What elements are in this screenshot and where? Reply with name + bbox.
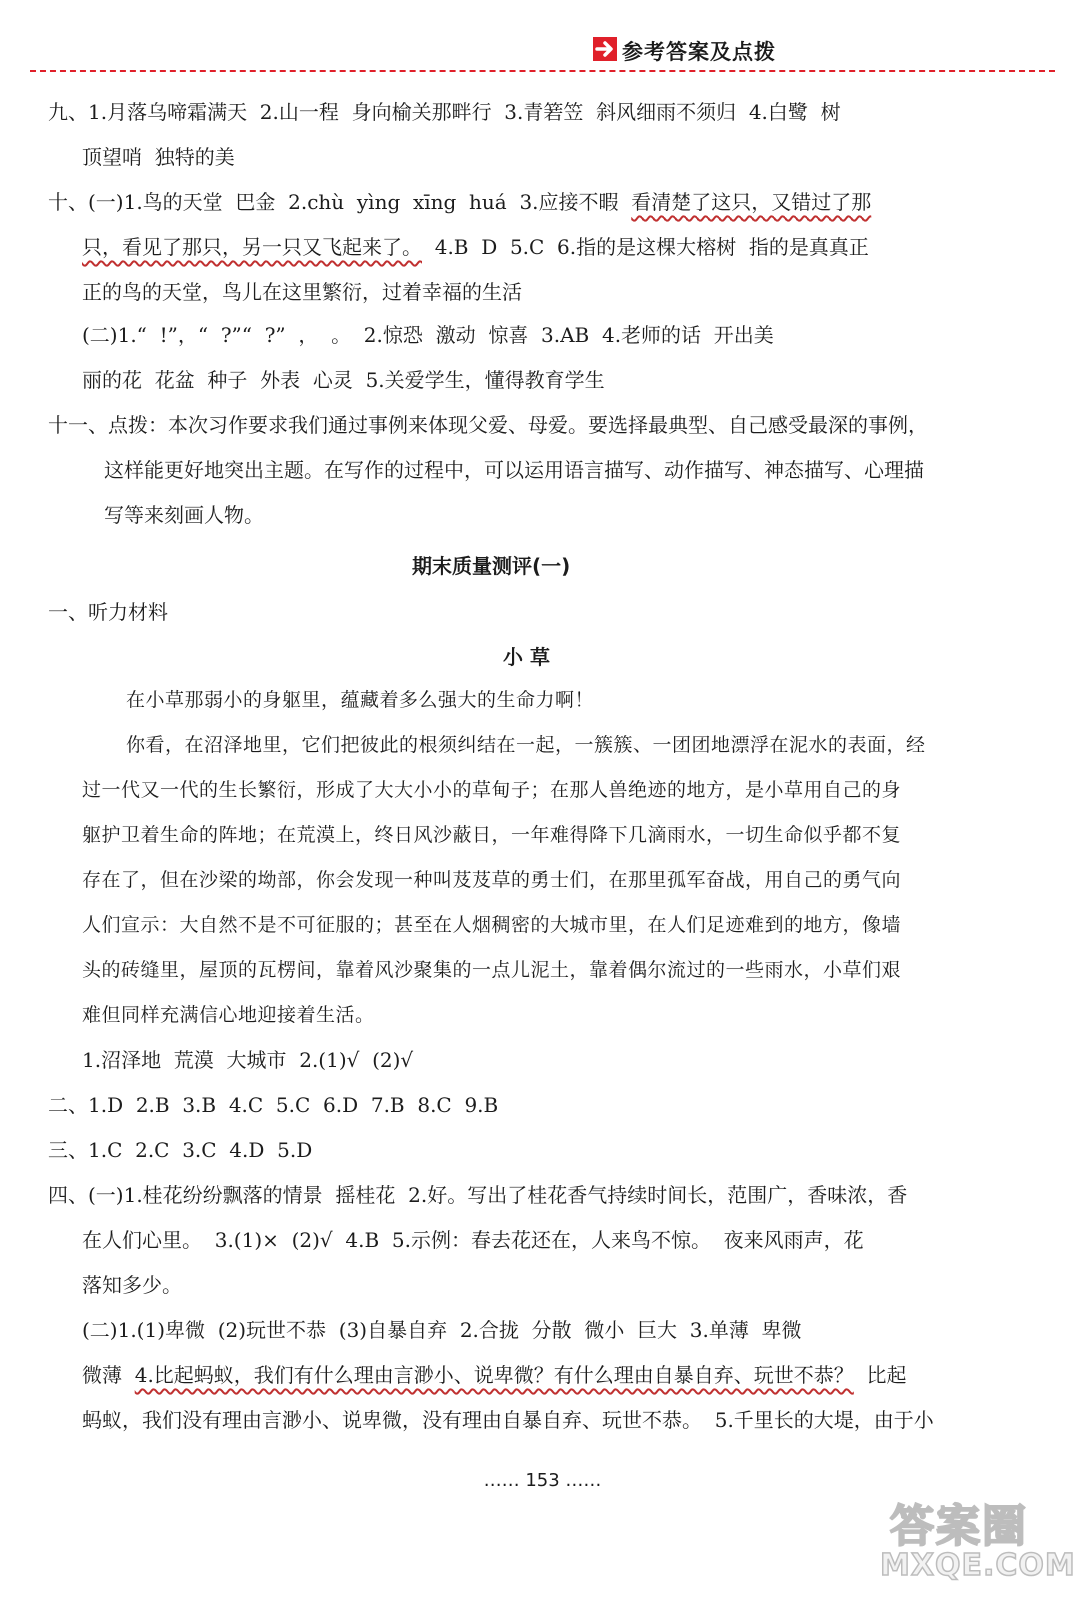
answer-line: 十一、点拨：本次习作要求我们通过事例来体现父爱、母爱。要选择最典型、自己感受最深的事例， [48, 413, 928, 437]
wavy-underline-text: 看清楚了这只，又错过了那 [631, 190, 872, 214]
answer-line: 三、1.C 2.C 3.C 4.D 5.D [48, 1138, 313, 1162]
answer-line: 落知多少。 [82, 1273, 182, 1297]
story-line: 你看，在沼泽地里，它们把彼此的根须纠结在一起，一簇簇、一团团地漂浮在泥水的表面，经 [126, 734, 926, 756]
wavy-underline-text: 4.比起蚂蚁，我们有什么理由言渺小、说卑微？有什么理由自暴自弃、玩世不恭？ [134, 1363, 854, 1387]
story-line: 人们宣示：大自然不是不可征服的；甚至在人烟稠密的大城市里，在人们足迹难到的地方，像墙 [82, 914, 902, 936]
header-divider [30, 70, 1055, 72]
story-line: 过一代又一代的生长繁衍，形成了大大小小的草甸子；在那人兽绝迹的地方，是小草用自己的身 [82, 779, 902, 801]
answer-line: 蚂蚁，我们没有理由言渺小、说卑微，没有理由自暴自弃、玩世不恭。 5.千里长的大堤，由于小 [82, 1408, 934, 1432]
answer-line: 丽的花 花盆 种子 外表 心灵 5.关爱学生，懂得教育学生 [82, 368, 605, 392]
story-line: 头的砖缝里，屋顶的瓦楞间，靠着风沙聚集的一点儿泥土，靠着偶尔流过的一些雨水，小草们艰 [82, 959, 902, 981]
answer-line: 只，看见了那只，另一只又飞起来了。 4.B D 5.C 6.指的是这棵大榕树 指的是真真正 [82, 235, 869, 259]
answer-line: 写等来刻画人物。 [104, 503, 264, 527]
answer-line: 四、(一)1.桂花纷纷飘落的情景 摇桂花 2.好。写出了桂花香气持续时间长，范围广，香味浓，香 [48, 1183, 908, 1207]
page-number: …… 153 …… [483, 1470, 602, 1491]
answer-line: 这样能更好地突出主题。在写作的过程中，可以运用语言描写、动作描写、神态描写、心理描 [104, 458, 924, 482]
answer-line: 二、1.D 2.B 3.B 4.C 5.C 6.D 7.B 8.C 9.B [48, 1093, 499, 1117]
watermark-bottom-text: MXQE.COM [880, 1548, 1076, 1583]
story-title: 小 草 [503, 645, 550, 669]
answer-line: 正的鸟的天堂，鸟儿在这里繁衍，过着幸福的生活 [82, 280, 522, 304]
answer-line: 十、(一)1.鸟的天堂 巴金 2.chù yìng xīng huá 3.应接不暇 看清楚了这只，又错过了那 [48, 190, 872, 214]
section-title: 期末质量测评(一) [412, 554, 571, 578]
wavy-underline-text: 只，看见了那只，另一只又飞起来了。 [82, 235, 422, 259]
story-line: 存在了，但在沙梁的坳部，你会发现一种叫芨芨草的勇士们，在那里孤军奋战，用自己的勇气向 [82, 869, 902, 891]
watermark-top-text: 答案圈 [890, 1501, 1028, 1552]
answer-line: 九、1.月落乌啼霜满天 2.山一程 身向榆关那畔行 3.青箬笠 斜风细雨不须归 4.白鹭 树 [48, 100, 841, 124]
answer-line: (二)1.(1)卑微 (2)玩世不恭 (3)自暴自弃 2.合拢 分散 微小 巨大 3.单薄 卑微 [82, 1318, 802, 1342]
watermark-logo [880, 1490, 1076, 1595]
answer-line: 一、听力材料 [48, 600, 168, 624]
story-line: 难但同样充满信心地迎接着生活。 [82, 1004, 375, 1026]
arrow-icon [593, 37, 617, 61]
answer-line: 1.沼泽地 荒漠 大城市 2.(1)√ (2)√ [82, 1048, 414, 1072]
answer-line: 微薄 4.比起蚂蚁，我们有什么理由言渺小、说卑微？有什么理由自暴自弃、玩世不恭？ 比起 [82, 1363, 907, 1387]
answer-line: (二)1.“ !”，“ ?”“ ?” ， 。 2.惊恐 激动 惊喜 3.AB 4.老师的话 开出美 [82, 323, 774, 347]
answer-line: 在人们心里。 3.(1)× (2)√ 4.B 5.示例：春去花还在，人来鸟不惊。 夜来风雨声，花 [82, 1228, 864, 1252]
header-title: 参考答案及点拨 [622, 40, 776, 64]
story-line: 在小草那弱小的身躯里，蕴藏着多么强大的生命力啊！ [126, 689, 595, 711]
answer-line: 顶望哨 独特的美 [82, 145, 235, 169]
story-line: 躯护卫着生命的阵地；在荒漠上，终日风沙蔽日，一年难得降下几滴雨水，一切生命似乎都不复 [82, 824, 902, 846]
